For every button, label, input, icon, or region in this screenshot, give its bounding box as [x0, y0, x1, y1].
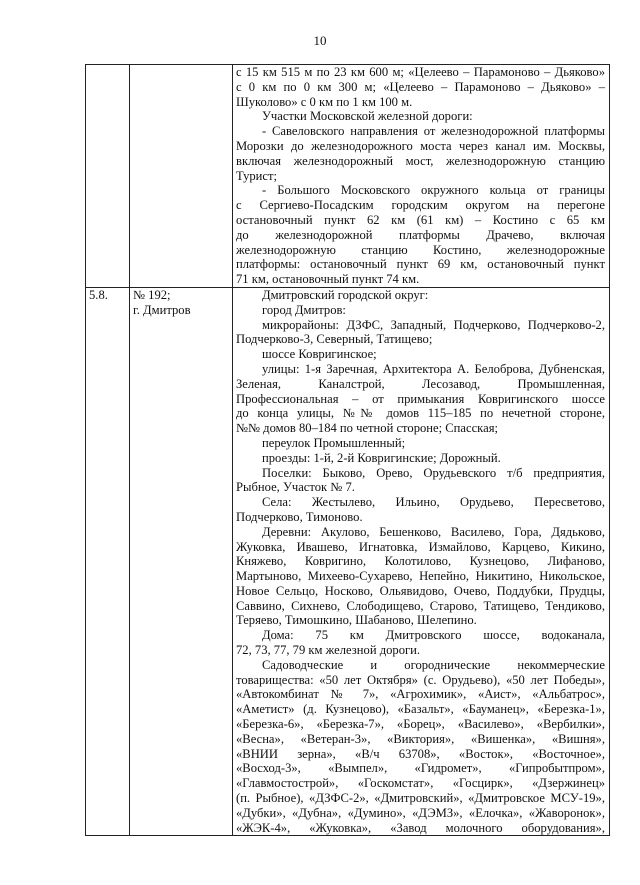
- text-line: 71 км, остановочный пункт 74 км.: [236, 272, 420, 287]
- text-line: Участки Московской железной дороги:: [262, 109, 473, 124]
- text-line: Села: Жестылево, Ильино, Орудьево, Пересветово,: [262, 495, 605, 510]
- text-line: Садоводческие и огороднические некоммерческие: [262, 657, 605, 672]
- text-line: Дмитровский городской округ:: [262, 287, 429, 302]
- text-line: Турист;: [236, 168, 277, 183]
- text-line: Рыбное, Участок № 7.: [236, 480, 355, 495]
- text-line: «Автокомбинат № 7», «Агрохимик», «Аист», «Альбатрос»,: [236, 687, 605, 702]
- row-name-line: № 192;: [133, 287, 171, 302]
- text-line: микрорайоны: ДЗФС, Западный, Подчерково, Подчерково-2,: [262, 317, 605, 332]
- text-line: Подчерково, Тимоново.: [236, 509, 363, 524]
- row-number-cell: [86, 287, 130, 835]
- text-line: «Главмостострой», «Госкомстат», «Госцирк», «Дзержинец»: [236, 776, 605, 791]
- text-line: «ЖЭК-4», «Жуковка», «Завод молочного оборудования»,: [236, 820, 605, 835]
- text-line: - Савеловского направления от железнодорожной платформы: [262, 124, 605, 139]
- row-number: 5.8.: [89, 287, 108, 302]
- text-line: Морозки до железнодорожного моста через канал им. Москвы,: [236, 138, 605, 153]
- text-line: Деревни: Акулово, Бешенково, Василево, Гора, Дядьково,: [262, 524, 605, 539]
- text-line: улицы: 1-я Заречная, Архитектора А. Белоброва, Дубненская,: [262, 361, 605, 376]
- text-line: «Весна», «Ветеран-3», «Виктория», «Вишенка», «Вишня»,: [236, 731, 605, 746]
- row-name-cell: [130, 65, 233, 288]
- text-line: Княжево, Ковригино, Колотилово, Кузнецово, Лифаново,: [236, 554, 605, 569]
- text-line: Новое Сельцо, Носково, Ольявидово, Очево, Поддубки, Прудцы,: [236, 583, 605, 598]
- row-name-cell: [130, 287, 233, 835]
- text-line: Шуколово» с 0 км по 1 км 100 м.: [236, 94, 413, 109]
- text-line: Профессиональная – от примыкания Ковригинского шоссе: [236, 391, 605, 406]
- text-line: до конца улицы, №№ домов 115–185 по нечетной стороне,: [236, 406, 605, 421]
- text-line: остановочный пункт 62 км (61 км) – Костино с 65 км: [236, 212, 605, 227]
- text-line: - Большого Московского окружного кольца от границы: [262, 183, 605, 198]
- text-line: Подчерково-3, Северный, Татищево;: [236, 332, 433, 347]
- text-line: с 15 км 515 м по 23 км 600 м; «Целеево – Парамоново – Дьяково»: [236, 65, 605, 79]
- text-line: 72, 73, 77, 79 км железной дороги.: [236, 643, 421, 658]
- row-number-cell: [86, 65, 130, 288]
- text-line: Мартыново, Михеево-Сухарево, Непейно, Никитино, Никольское,: [236, 569, 605, 584]
- table-row: [86, 287, 610, 835]
- text-line: проезды: 1-й, 2-й Ковригинские; Дорожный.: [262, 450, 501, 465]
- row-description-cell: [233, 287, 610, 835]
- text-line: Дома: 75 км Дмитровского шоссе, водоканала,: [262, 628, 605, 643]
- table-row: [86, 65, 610, 288]
- text-line: до железнодорожной платформы Драчево, включая: [236, 227, 605, 242]
- page-number: 10: [313, 33, 327, 48]
- text-line: переулок Промышленный;: [262, 435, 406, 450]
- text-line: «Березка-6», «Березка-7», «Борец», «Василево», «Вербилки»,: [236, 717, 605, 732]
- text-line: (п. Рыбное), «ДЗФС-2», «Дмитровский», «Дмитровское МСУ-19»,: [236, 791, 605, 806]
- row-name-line: г. Дмитров: [133, 302, 191, 317]
- text-line: товарищества: «50 лет Октября» (с. Орудьево), «50 лет Победы»,: [236, 672, 605, 687]
- text-line: Теряево, Тимошкино, Шабаново, Шелепино.: [236, 613, 477, 628]
- text-line: «Дубки», «Дубна», «Думино», «ДЭМЗ», «Елочка», «Жаворонок»,: [236, 805, 605, 820]
- text-line: шоссе Ковригинское;: [262, 347, 377, 362]
- text-line: «Аметист» (д. Кузнецово), «Базальт», «Бауманец», «Березка-1»,: [236, 702, 605, 717]
- text-line: включая железнодорожный мост, железнодорожную станцию: [236, 153, 605, 168]
- text-line: с Сергиево-Посадским городским округом на перегоне: [236, 198, 605, 213]
- text-line: №№ домов 80–184 по четной стороне; Спасская;: [236, 421, 498, 436]
- text-line: «Восход-3», «Вымпел», «Гидромет», «Гипробытпром»,: [236, 761, 605, 776]
- text-line: платформы: остановочный пункт 69 км, остановочный пункт: [236, 257, 605, 272]
- zone-table: [85, 64, 610, 836]
- text-line: с 0 км по 0 км 300 м; «Целеево – Парамоново – Дьяково» –: [236, 79, 605, 94]
- text-line: город Дмитров:: [262, 302, 346, 317]
- row-description-cell: [233, 65, 610, 288]
- text-line: Саввино, Сихнево, Слободищево, Старово, Татищево, Тендиково,: [236, 598, 605, 613]
- text-line: «ВНИИ зерна», «В/ч 63708», «Восток», «Восточное»,: [236, 746, 605, 761]
- text-line: Жуковка, Ивашево, Игнатовка, Измайлово, Карцево, Кикино,: [236, 539, 605, 554]
- text-line: Зеленая, Каналстрой, Лесозавод, Промышленная,: [236, 376, 605, 391]
- text-line: Поселки: Быково, Орево, Орудьевского т/б предприятия,: [262, 465, 605, 480]
- text-line: железнодорожную станцию Костино, железнодорожные: [236, 242, 605, 257]
